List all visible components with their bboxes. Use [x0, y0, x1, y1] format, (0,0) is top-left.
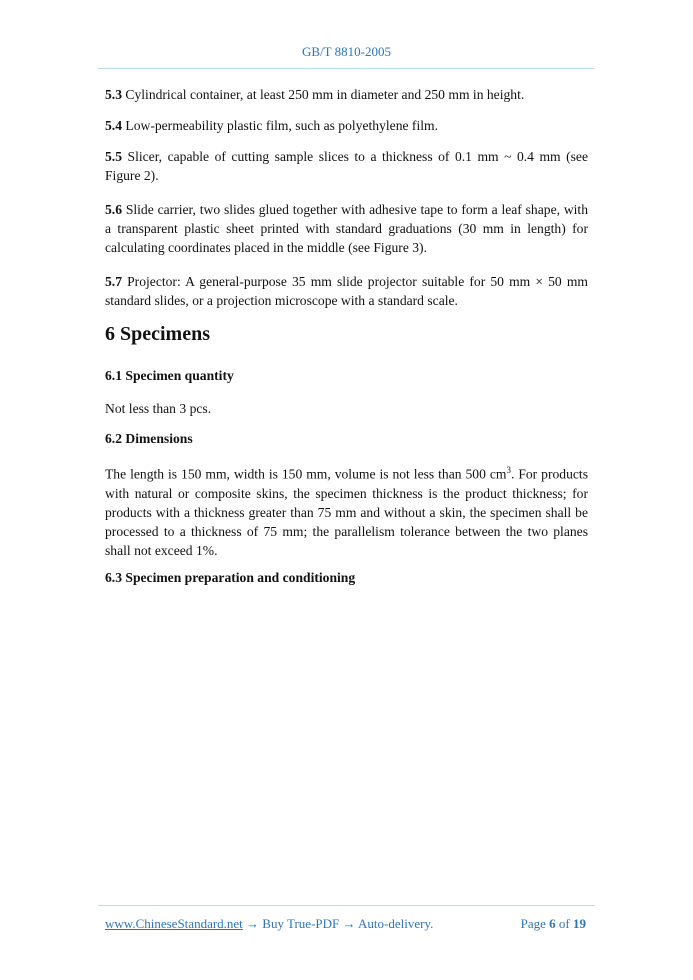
clause-text: Projector: A general-purpose 35 mm slide projector suitable for 50 mm × 50 mm standard slides, or a projection microscope with a standard scale. — [105, 274, 588, 308]
clause-5-5 — [105, 147, 588, 185]
clause-text: Low-permeability plastic film, such as polyethylene film. — [122, 118, 438, 133]
footer-text: → Buy True-PDF → Auto-delivery. — [242, 916, 434, 931]
clause-5-7 — [105, 272, 588, 310]
website-link[interactable]: www.ChineseStandard.net — [105, 916, 243, 931]
subsection-heading-6-3: 6.3 Specimen preparation and conditioning — [105, 570, 356, 585]
total-pages: 19 — [573, 916, 586, 931]
section-heading-6: 6 Specimens — [105, 323, 210, 345]
header-divider — [98, 68, 595, 69]
subsection-heading-6-2: 6.2 Dimensions — [105, 431, 193, 446]
current-page: 6 — [549, 916, 556, 931]
document-header: GB/T 8810-2005 — [302, 44, 391, 59]
clause-5-4 — [105, 116, 588, 135]
paragraph-text: . For products with natural or composite skins, the specimen thickness is the product thickness; for products with a thickness greater than 75 mm and without a skin, the specimen shall be processed to a thickness of 75 mm; the parallelism tolerance between the two planes shall not exceed 1%. — [105, 466, 588, 558]
clause-number: 5.5 — [105, 149, 122, 164]
footer-divider — [98, 905, 595, 906]
superscript: 3 — [506, 465, 511, 475]
clause-number: 5.3 — [105, 87, 122, 102]
clause-5-3 — [105, 85, 588, 104]
clause-number: 5.7 — [105, 274, 122, 289]
clause-text: Cylindrical container, at least 250 mm in diameter and 250 mm in height. — [122, 87, 525, 102]
clause-number: 5.6 — [105, 202, 122, 217]
paragraph-6-1: Not less than 3 pcs. — [105, 401, 212, 416]
of-label: of — [555, 916, 573, 931]
clause-text: Slicer, capable of cutting sample slices to a thickness of 0.1 mm ~ 0.4 mm (see Figure 2). — [105, 149, 588, 183]
page-footer — [105, 916, 586, 932]
page-number — [521, 916, 586, 932]
clause-5-6 — [105, 200, 588, 257]
clause-text: Slide carrier, two slides glued together with adhesive tape to form a leaf shape, with a transparent plastic sheet printed with standard graduations (30 mm in length) for calculating coordinates placed in the middle (see Figure 3). — [105, 202, 588, 255]
paragraph-text: The length is 150 mm, width is 150 mm, volume is not less than 500 cm — [105, 466, 507, 482]
page-label: Page — [520, 916, 550, 931]
subsection-heading-6-1: 6.1 Specimen quantity — [105, 368, 234, 383]
paragraph-6-2 — [105, 461, 588, 560]
clause-number: 5.4 — [105, 118, 122, 133]
